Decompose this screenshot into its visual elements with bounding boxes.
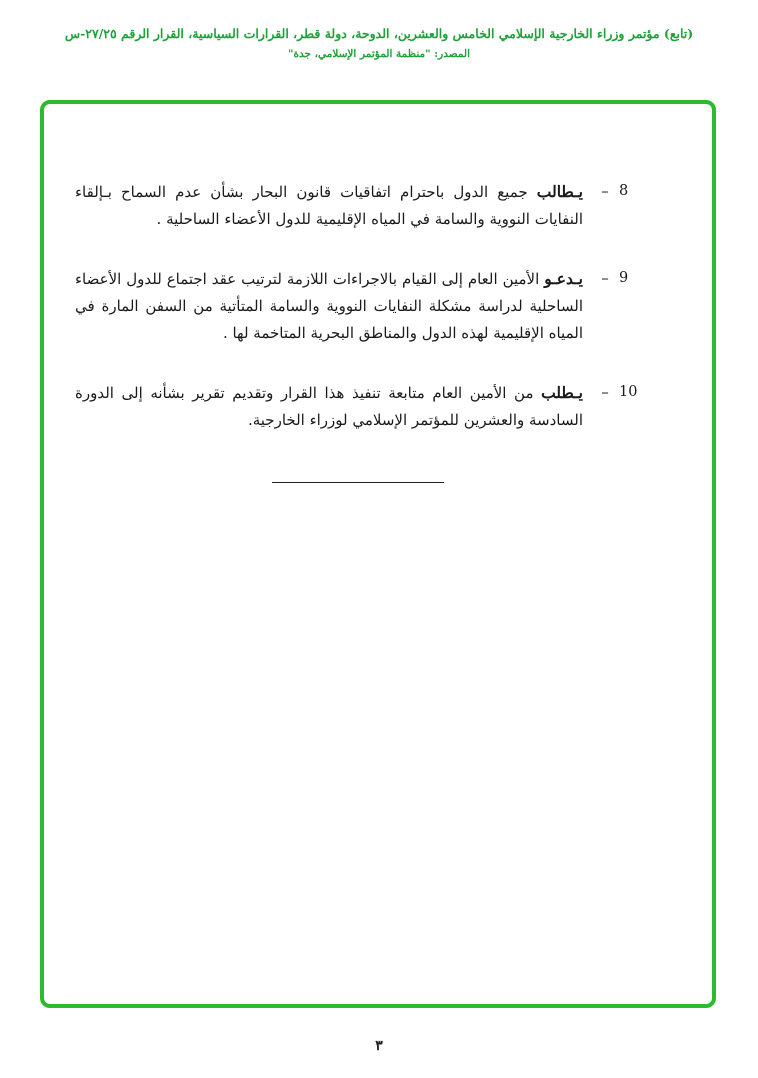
item-number: 8 [619, 183, 629, 199]
item-text [75, 265, 583, 347]
item-text [75, 379, 583, 434]
end-separator-line [272, 482, 444, 483]
item-number: 9 [619, 270, 629, 286]
item-dash: – [601, 269, 609, 287]
list-item [75, 379, 641, 434]
list-item [75, 178, 641, 233]
item-lead-word: يـدعـو [544, 269, 583, 288]
document-body [75, 178, 641, 483]
item-body-text: من الأمين العام متابعة تنفيذ هذا القرار وتقديم تقرير بشأنه إلى الدورة السادسة والعشرين للمؤتمر الإسلامي لوزراء الخارجية. [75, 384, 583, 429]
item-dash: – [601, 182, 609, 200]
item-dash: – [601, 383, 609, 401]
header-source: المصدر: "منظمة المؤتمر الإسلامي، جدة" [287, 48, 471, 60]
item-number: 10 [619, 384, 638, 400]
page-number: ٣ [375, 1038, 383, 1054]
list-item [75, 265, 641, 347]
item-text [75, 178, 583, 233]
document-header [0, 26, 758, 60]
item-body-text: جميع الدول باحترام اتفاقيات قانون البحار بشأن عدم السماح بـإلقاء النفايات النووية والسامة في المياه الإقليمية للدول الأعضاء الساحلية . [75, 183, 583, 228]
item-lead-word: يـطالب [536, 182, 583, 201]
header-title: (تابع) مؤتمر وزراء الخارجية الإسلامي الخامس والعشرين، الدوحة، دولة قطر، القرارات السياسية، القرار الرقم ٢٧/٢٥-س [64, 26, 694, 41]
item-lead-word: يـطلب [541, 383, 583, 402]
item-body-text: الأمين العام إلى القيام بالاجراءات اللازمة لترتيب عقد اجتماع للدول الأعضاء الساحلية لدراسة مشكلة النفايات النووية والسامة المتأتية من السفن المارة في المياه الإقليمية لهذه الدول والمناطق البحرية المتاخمة لها . [75, 270, 583, 342]
